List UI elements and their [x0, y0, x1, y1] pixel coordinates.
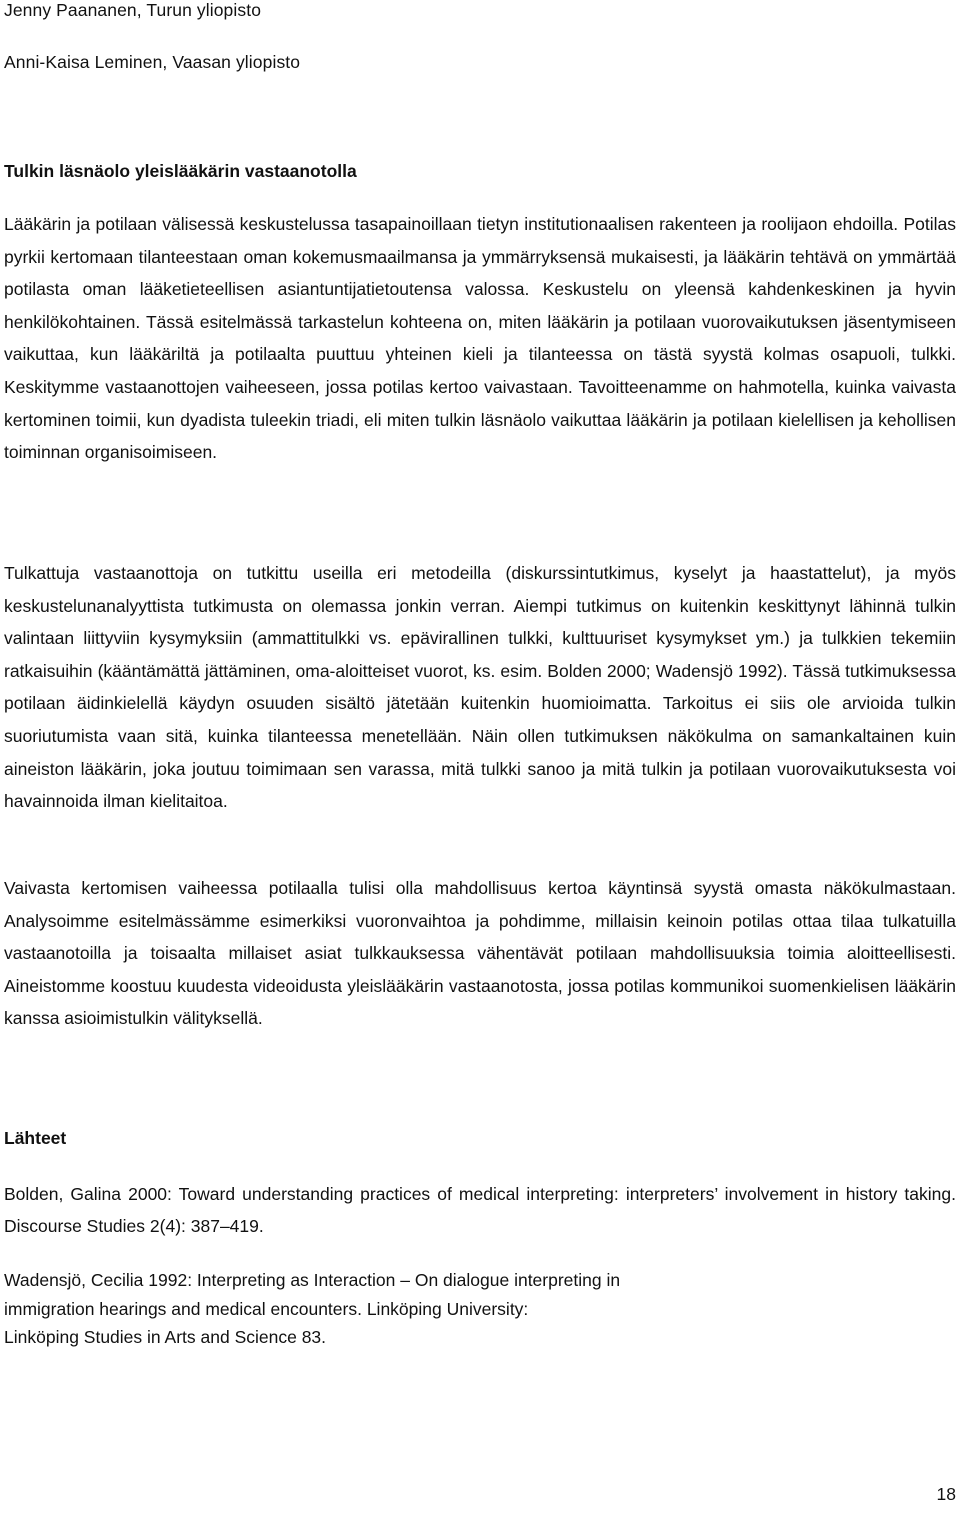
body-paragraph: Lääkärin ja potilaan välisessä keskustelussa tasapainoillaan tietyn institutionaalisen rakenteen ja roolijaon ehdoilla. Potilas pyrkii kertomaan tilanteestaan oman kokemusmaailmansa ja ymmärryksensä mukaisesti, ja lääkärin tehtävä on ymmärtää potilasta oman lääketieteellisen asiantuntijatietoutensa valossa. Keskustelu on yleensä kahdenkeskinen ja hyvin henkilökohtainen. Tässä esitelmässä tarkastelun kohteena on, miten lääkärin ja potilaan vuorovaikutuksen jäsentymiseen vaikuttaa, kun lääkäriltä ja potilaalta puuttuu yhteinen kieli ja tilanteessa on tästä syystä kolmas osapuoli, tulkki. Keskitymme vastaanottojen vaiheeseen, jossa potilas kertoo vaivastaan. Tavoitteenamme on hahmotella, kuinka vaivasta kertominen toimii, kun dyadista tuleekin triadi, eli miten tulkin läsnäolo vaikuttaa lääkärin ja potilaan kielellisen ja kehollisen toiminnan organisoimiseen.	[4, 214, 956, 463]
reference-entry	[4, 1178, 956, 1242]
reference-text: Bolden, Galina 2000: Toward understanding practices of medical interpreting: interpreters’ involvement in history taking. Discourse Studies 2(4): 387–419.	[4, 1184, 956, 1236]
reference-entry	[4, 1266, 804, 1352]
reference-line: immigration hearings and medical encounters. Linköping University:	[4, 1298, 529, 1319]
reference-line: Wadensjö, Cecilia 1992: Interpreting as Interaction – On dialogue interpreting in	[4, 1270, 621, 1290]
body-paragraph: Tulkattuja vastaanottoja on tutkittu useilla eri metodeilla (diskurssintutkimus, kyselyt ja haastattelut), ja myös keskustelunanalyyttista tutkimusta on olemassa jonkin verran. Aiempi tutkimus on kuitenkin keskittynyt lähinnä tulkin valintaan liittyviin kysymyksiin (ammattitulkki vs. epävirallinen tulkki, kulttuuriset kysymykset ym.) ja tulkkien tekemiin ratkaisuihin (kääntämättä jättäminen, oma-aloitteiset vuorot, ks. esim. Bolden 2000; Wadensjö 1992). Tässä tutkimuksessa potilaan äidinkielellä käydyn osuuden sisältö jätetään kuitenkin huomioimatta. Tarkoitus ei siis ole arvioida tulkin suoriutumista vaan sitä, kuinka tilanteessa menetellään. Näin ollen tutkimuksen näkökulma on samankaltainen kuin aineiston lääkärin, joka joutuu toimimaan sen varassa, mitä tulkki sanoo ja mitä tulkin ja potilaan vuorovaikutuksesta voi havainnoida ilman kielitaitoa.	[4, 563, 956, 812]
document-title: Tulkin läsnäolo yleislääkärin vastaanotolla	[4, 161, 357, 181]
reference-line: Linköping Studies in Arts and Science 83.	[4, 1327, 327, 1347]
body-paragraph: Vaivasta kertomisen vaiheessa potilaalla tulisi olla mahdollisuus kertoa käyntinsä syystä omasta näkökulmastaan. Analysoimme esitelmässämme esimerkiksi vuoronvaihtoa ja pohdimme, millaisin keinoin potilas ottaa tilaa tulkatuilla vastaanotoilla ja toisaalta millaiset asiat tulkkauksessa vähentävät potilaan mahdollisuuksia toimia aloitteellisesti. Aineistomme koostuu kuudesta videoidusta yleislääkärin vastaanotosta, jossa potilas kommunikoi suomenkielisen lääkärin kanssa asioimistulkin välityksellä.	[4, 878, 956, 1029]
author-line: Anni-Kaisa Leminen, Vaasan yliopisto	[4, 52, 301, 72]
page-number: 18	[936, 1484, 956, 1504]
author-line: Jenny Paananen, Turun yliopisto	[4, 0, 262, 20]
references-heading: Lähteet	[4, 1128, 67, 1148]
